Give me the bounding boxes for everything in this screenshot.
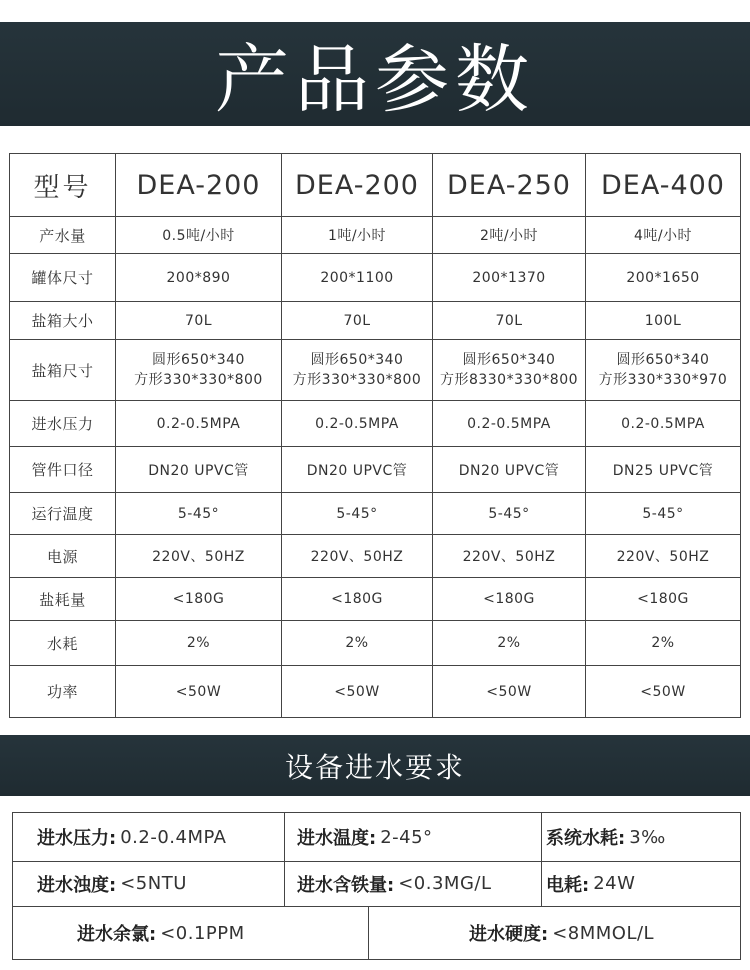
- requirement-label: 进水温度:: [297, 828, 377, 849]
- table-cell: 220V、50HZ: [433, 535, 586, 578]
- table-cell: 200*1650: [586, 254, 741, 302]
- table-row: [10, 621, 741, 666]
- table-cell: <180G: [116, 578, 282, 621]
- top-banner: [0, 22, 750, 126]
- requirement-value: <5NTU: [120, 873, 187, 894]
- requirements-row: [12, 907, 741, 960]
- requirement-label: 进水浊度:: [37, 874, 117, 896]
- table-cell: 5-45°: [586, 493, 741, 535]
- table-cell: <50W: [282, 666, 433, 718]
- table-header-row: [10, 154, 741, 217]
- table-cell: <50W: [433, 666, 586, 718]
- requirement-item: [541, 861, 741, 906]
- table-cell: 4吨/小时: [586, 217, 741, 254]
- requirement-label: 进水硬度:: [469, 924, 549, 945]
- model-name: DEA-400: [586, 154, 741, 217]
- requirements-banner: [0, 735, 750, 796]
- table-cell: <180G: [586, 578, 741, 621]
- row-label: 水耗: [10, 621, 116, 666]
- table-cell: 2吨/小时: [433, 217, 586, 254]
- requirement-value: <0.1PPM: [160, 922, 245, 944]
- table-cell: 0.2-0.5MPA: [586, 401, 741, 447]
- table-cell: 220V、50HZ: [282, 535, 433, 578]
- table-row: [10, 254, 741, 302]
- table-cell: 70L: [282, 302, 433, 340]
- table-row: [10, 401, 741, 447]
- row-label: 盐箱尺寸: [10, 340, 116, 401]
- requirements-row: [12, 861, 741, 907]
- requirement-value: 2-45°: [380, 826, 433, 848]
- header-label: 型号: [10, 154, 116, 217]
- table-cell: 200*1370: [433, 254, 586, 302]
- table-cell: [433, 340, 586, 401]
- table-cell: 2%: [586, 621, 741, 666]
- table-cell: <180G: [433, 578, 586, 621]
- table-cell: 5-45°: [282, 493, 433, 535]
- table-cell: 1吨/小时: [282, 217, 433, 254]
- cell-line: 方形330*330*800: [292, 372, 422, 388]
- row-label: 运行温度: [10, 493, 116, 535]
- requirement-item: [284, 813, 541, 861]
- requirement-label: 系统水耗:: [546, 828, 626, 849]
- table-cell: 5-45°: [116, 493, 282, 535]
- params-table: [9, 153, 741, 718]
- model-name: DEA-200: [282, 154, 433, 217]
- requirement-label: 进水压力:: [37, 828, 117, 849]
- requirement-value: <8MMOL/L: [552, 922, 655, 944]
- requirement-value: <0.3MG/L: [398, 873, 492, 894]
- requirement-label: 进水含铁量:: [297, 874, 395, 896]
- requirement-value: 0.2-0.4MPA: [120, 826, 227, 848]
- requirements-row: [12, 812, 741, 862]
- table-cell: 2%: [116, 621, 282, 666]
- table-row: [10, 578, 741, 621]
- row-label: 盐箱大小: [10, 302, 116, 340]
- requirement-value: 24W: [593, 873, 636, 894]
- table-row: [10, 493, 741, 535]
- table-cell: 100L: [586, 302, 741, 340]
- table-row: [10, 217, 741, 254]
- table-row: [10, 535, 741, 578]
- table-cell: 220V、50HZ: [586, 535, 741, 578]
- row-label: 产水量: [10, 217, 116, 254]
- table-cell: 70L: [433, 302, 586, 340]
- cell-line: 圆形650*340: [152, 352, 245, 368]
- row-label: 管件口径: [10, 447, 116, 493]
- row-label: 进水压力: [10, 401, 116, 447]
- requirements-title: 设备进水要求: [284, 750, 465, 784]
- model-name: DEA-250: [433, 154, 586, 217]
- page-title: 产品参数: [215, 37, 535, 123]
- requirement-label: 电耗:: [546, 874, 590, 896]
- row-label: 盐耗量: [10, 578, 116, 621]
- table-cell: 0.2-0.5MPA: [282, 401, 433, 447]
- table-cell: [586, 340, 741, 401]
- cell-line: 圆形650*340: [310, 352, 404, 368]
- row-label: 罐体尺寸: [10, 254, 116, 302]
- table-cell: 2%: [282, 621, 433, 666]
- cell-line: 圆形650*340: [616, 352, 710, 368]
- table-cell: DN25 UPVC管: [586, 447, 741, 493]
- table-cell: DN20 UPVC管: [433, 447, 586, 493]
- table-cell: DN20 UPVC管: [282, 447, 433, 493]
- table-row: [10, 447, 741, 493]
- table-cell: 220V、50HZ: [116, 535, 282, 578]
- table-cell: 70L: [116, 302, 282, 340]
- table-cell: <50W: [116, 666, 282, 718]
- cell-line: 圆形650*340: [462, 352, 556, 368]
- model-name: DEA-200: [116, 154, 282, 217]
- table-row: [10, 666, 741, 718]
- requirement-label: 进水余氯:: [77, 924, 157, 945]
- cell-line: 方形330*330*970: [598, 372, 728, 388]
- requirement-item: [368, 907, 741, 959]
- table-cell: 200*890: [116, 254, 282, 302]
- table-cell: 5-45°: [433, 493, 586, 535]
- requirement-item: [12, 907, 368, 959]
- table-row: [10, 340, 741, 401]
- requirement-value: 3‰: [629, 826, 666, 848]
- table-cell: <50W: [586, 666, 741, 718]
- table-row: [10, 302, 741, 340]
- requirement-item: [12, 813, 284, 861]
- requirement-item: [284, 861, 541, 906]
- table-cell: [116, 340, 282, 401]
- requirement-item: [12, 861, 284, 906]
- row-label: 功率: [10, 666, 116, 718]
- requirements-grid: [12, 812, 741, 959]
- table-cell: [282, 340, 433, 401]
- table-cell: <180G: [282, 578, 433, 621]
- cell-line: 方形8330*330*800: [439, 372, 579, 388]
- requirement-item: [541, 813, 741, 861]
- table-cell: 0.5吨/小时: [116, 217, 282, 254]
- cell-line: 方形330*330*800: [134, 372, 263, 388]
- table-cell: 0.2-0.5MPA: [116, 401, 282, 447]
- table-cell: 200*1100: [282, 254, 433, 302]
- table-cell: 0.2-0.5MPA: [433, 401, 586, 447]
- row-label: 电源: [10, 535, 116, 578]
- table-cell: 2%: [433, 621, 586, 666]
- table-cell: DN20 UPVC管: [116, 447, 282, 493]
